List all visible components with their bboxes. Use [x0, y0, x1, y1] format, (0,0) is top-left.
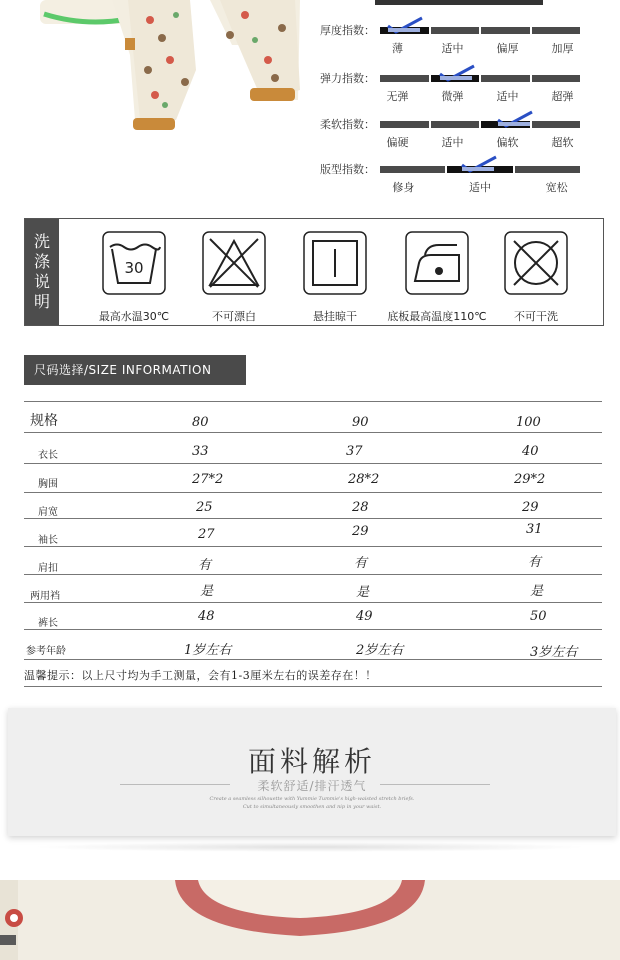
index-segment	[532, 121, 581, 128]
size-cell: 有	[354, 556, 368, 571]
size-cell: 27	[198, 527, 215, 542]
fabric-english-line: Cut to simultaneously smoothen and nip in your waist.	[242, 804, 382, 810]
checkmark-icon	[496, 110, 536, 130]
size-cell: 28*2	[348, 472, 380, 487]
size-cell: 25	[196, 500, 213, 515]
index-option: 适中	[441, 136, 464, 149]
size-row-label: 胸围	[38, 479, 58, 490]
care-label: 不可漂白	[212, 310, 256, 323]
index-bar	[380, 75, 580, 82]
banner-divider	[380, 784, 490, 785]
index-options	[370, 134, 590, 150]
size-cell: 29	[522, 500, 539, 515]
table-rule	[24, 602, 602, 603]
fabric-closeup-photo	[0, 880, 620, 960]
no-bleach-icon	[202, 231, 266, 295]
size-cell: 90	[352, 415, 369, 430]
index-segment	[515, 166, 580, 173]
size-cell: 是	[200, 584, 214, 599]
table-rule	[24, 492, 602, 493]
size-row-label: 肩宽	[38, 507, 58, 518]
index-segment	[481, 27, 530, 34]
index-segment	[380, 121, 429, 128]
index-option: 偏软	[496, 136, 519, 149]
index-option: 无弹	[386, 90, 409, 103]
table-rule	[24, 546, 602, 547]
table-rule	[24, 659, 602, 660]
index-options	[370, 40, 590, 56]
index-option: 超软	[551, 136, 574, 149]
care-label: 最高水温30℃	[98, 310, 170, 323]
index-bar	[380, 121, 580, 128]
size-cell: 29	[352, 524, 369, 539]
index-segment	[532, 75, 581, 82]
index-thickness	[320, 22, 580, 58]
care-side-char: 明	[33, 292, 50, 311]
table-rule	[24, 463, 602, 464]
size-table-header: 尺码选择/SIZE INFORMATION	[24, 355, 246, 385]
size-cell: 40	[522, 444, 539, 459]
iron-icon	[405, 231, 469, 295]
size-cell: 37	[346, 444, 363, 459]
product-photo-pajamas	[0, 0, 300, 205]
size-cell: 100	[516, 415, 541, 430]
index-elasticity	[320, 70, 580, 106]
size-cell: 28	[352, 500, 369, 515]
size-cell: 是	[530, 584, 544, 599]
care-instructions-box	[24, 218, 604, 326]
size-cell: 50	[530, 609, 547, 624]
size-row-label: 肩扣	[38, 563, 58, 574]
index-option: 偏硬	[386, 136, 409, 149]
index-option: 薄	[392, 42, 403, 55]
index-option: 偏厚	[496, 42, 519, 55]
size-cell: 是	[356, 585, 370, 600]
index-option: 微弹	[441, 90, 464, 103]
index-fit	[320, 161, 580, 197]
size-cell: 33	[192, 444, 209, 459]
size-cell: 80	[192, 415, 209, 430]
fabric-banner	[8, 708, 616, 836]
table-rule	[24, 629, 602, 630]
no-dry-clean-icon	[504, 231, 568, 295]
checkmark-icon	[386, 16, 426, 36]
size-row-label: 两用裆	[30, 591, 60, 602]
index-segment	[532, 27, 581, 34]
size-row-label: 衣长	[38, 450, 58, 461]
index-label: 柔软指数：	[320, 118, 375, 131]
size-cell: 有	[528, 555, 542, 570]
size-cell: 48	[198, 609, 215, 624]
care-item-no-bleach	[199, 231, 269, 324]
fabric-title: 面料解析	[247, 745, 376, 778]
size-row-label: 裤长	[38, 618, 58, 629]
index-options	[365, 179, 595, 195]
checkmark-icon	[438, 64, 478, 84]
care-side-char: 说	[33, 272, 50, 291]
size-row-label: 参考年龄	[26, 646, 66, 657]
index-label: 厚度指数：	[320, 24, 375, 37]
care-label: 不可干洗	[514, 310, 558, 323]
index-option: 适中	[469, 181, 491, 194]
size-row-label: 规格	[30, 413, 58, 429]
size-cell: 49	[356, 609, 373, 624]
index-option: 修身	[392, 181, 415, 194]
checkmark-icon	[460, 155, 500, 175]
hang-dry-icon	[303, 231, 367, 295]
size-cell: 29*2	[514, 472, 546, 487]
index-option: 适中	[441, 42, 464, 55]
care-side-char: 涤	[33, 252, 50, 271]
care-label: 底板最高温度110℃	[387, 310, 487, 323]
size-cell: 1岁左右	[184, 643, 232, 658]
care-side-title	[25, 219, 59, 325]
size-cell: 3岁左右	[530, 645, 578, 660]
index-softness	[320, 116, 580, 152]
index-options	[370, 88, 590, 104]
size-cell: 2岁左右	[356, 643, 404, 658]
fabric-english-line: Create a seamless silhouette with Yummie Tummie's high-waisted stretch briefs.	[209, 796, 415, 802]
index-top-bar	[375, 0, 543, 5]
table-rule	[24, 518, 602, 519]
index-option: 适中	[496, 90, 519, 103]
care-item-wash	[97, 231, 171, 324]
size-note: 温馨提示：以上尺寸均为手工测量，会有1-3厘米左右的误差存在！！	[24, 669, 377, 682]
wash-30-icon	[102, 231, 166, 295]
banner-shadow	[30, 842, 590, 852]
fabric-subtitle: 柔软舒适/排汗透气	[257, 779, 367, 793]
size-cell: 有	[198, 558, 212, 573]
table-rule	[24, 686, 602, 687]
table-rule	[24, 432, 602, 433]
care-item-hang-dry	[300, 231, 370, 324]
index-segment	[481, 75, 530, 82]
index-segment	[431, 121, 480, 128]
index-option: 加厚	[551, 42, 574, 55]
index-segment	[380, 75, 429, 82]
index-option: 超弹	[551, 90, 574, 103]
index-option: 宽松	[545, 181, 568, 194]
care-item-no-dry-clean	[501, 231, 571, 324]
table-rule	[24, 401, 602, 402]
size-cell: 31	[526, 522, 543, 537]
wash-temp-text: 30	[124, 259, 144, 277]
size-row-label: 袖长	[38, 535, 58, 546]
index-segment	[431, 27, 480, 34]
care-item-iron	[387, 231, 487, 324]
care-side-char: 洗	[33, 232, 50, 251]
index-segment	[380, 166, 445, 173]
index-label: 版型指数：	[320, 163, 375, 176]
banner-divider	[120, 784, 230, 785]
care-label: 悬挂晾干	[313, 310, 357, 323]
size-cell: 27*2	[192, 472, 224, 487]
table-rule	[24, 574, 602, 575]
index-label: 弹力指数：	[320, 72, 375, 85]
